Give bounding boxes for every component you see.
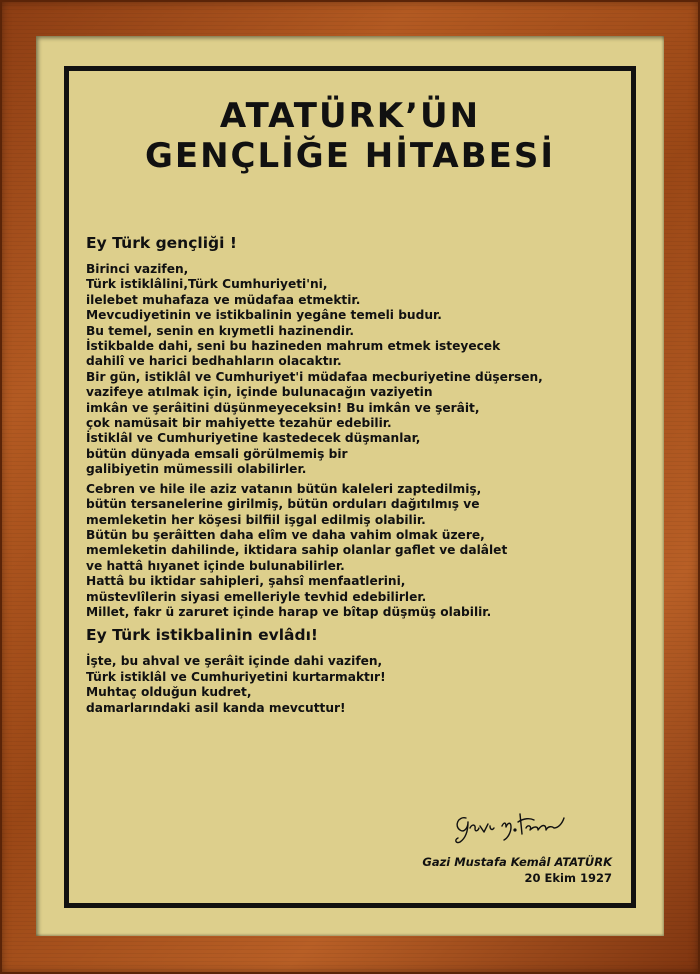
text-line: Bu temel, senin en kıymetli hazinendir. xyxy=(86,323,355,338)
text-line: Millet, fakr ü zaruret içinde harap ve bîtap düşmüş olabilir. xyxy=(86,604,492,619)
page-title xyxy=(36,96,664,176)
text-line: müstevlîlerin siyasi emelleriyle tevhid edebilirler. xyxy=(86,589,427,604)
paragraph-3 xyxy=(86,654,626,716)
text-line: Türk istiklâlini,Türk Cumhuriyeti'ni, xyxy=(86,277,328,292)
text-line: İşte, bu ahval ve şerâit içinde dahi vazifen, xyxy=(86,654,383,669)
text-line: bütün tersanelerine girilmiş, bütün orduları dağıtılmış ve xyxy=(86,497,480,512)
text-line: Türk istiklâl ve Cumhuriyetini kurtarmaktır! xyxy=(86,669,386,684)
speech-body xyxy=(86,232,626,720)
text-line: bütün dünyada emsali görülmemiş bir xyxy=(86,446,348,461)
text-line: imkân ve şerâitini düşünmeyeceksin! Bu imkân ve şerâit, xyxy=(86,400,480,415)
text-line: memleketin her köşesi bilfiil işgal edilmiş olabilir. xyxy=(86,512,426,527)
text-line: Hattâ bu iktidar sahipleri, şahsî menfaatlerini, xyxy=(86,574,406,589)
text-line: Cebren ve hile ile aziz vatanın bütün kaleleri zaptedilmiş, xyxy=(86,481,482,496)
text-line: damarlarındaki asil kanda mevcuttur! xyxy=(86,700,346,715)
text-line: Mevcudiyetinin ve istikbalinin yegâne temeli budur. xyxy=(86,308,442,323)
text-line: çok namüsait bir mahiyette tezahür edebilir. xyxy=(86,416,392,431)
author-signature-block xyxy=(422,854,612,886)
text-line: dahilî ve harici bedhahların olacaktır. xyxy=(86,354,342,369)
text-line: galibiyetin mümessili olabilirler. xyxy=(86,462,307,477)
text-line: Birinci vazifen, xyxy=(86,262,189,276)
paragraph-2 xyxy=(86,482,626,621)
text-line: vazifeye atılmak için, içinde bulunacağın vaziyetin xyxy=(86,385,433,400)
author-name: Gazi Mustafa Kemâl ATATÜRK xyxy=(422,855,612,869)
text-line: Muhtaç olduğun kudret, xyxy=(86,685,252,700)
paragraph-1 xyxy=(86,262,626,478)
text-line: Bütün bu şerâitten daha elîm ve daha vahim olmak üzere, xyxy=(86,527,485,542)
text-line: İstiklâl ve Cumhuriyetine kastedecek düşmanlar, xyxy=(86,431,421,446)
heading-ey-turk-gencligi: Ey Türk gençliği ! xyxy=(86,234,237,252)
handwritten-signature-icon xyxy=(448,804,598,848)
speech-date: 20 Ekim 1927 xyxy=(524,871,612,885)
heading-ey-turk-istikbalinin-evladi: Ey Türk istikbalinin evlâdı! xyxy=(86,626,318,645)
text-line: Bir gün, istiklâl ve Cumhuriyet'i müdafaa mecburiyetine düşersen, xyxy=(86,369,543,384)
title-line-1: ATATÜRK’ÜN xyxy=(219,96,481,136)
document-paper xyxy=(36,36,664,936)
text-line: ve hattâ hıyanet içinde bulunabilirler. xyxy=(86,558,345,573)
text-line: ilelebet muhafaza ve müdafaa etmektir. xyxy=(86,292,361,307)
text-line: İstikbalde dahi, seni bu hazineden mahrum etmek isteyecek xyxy=(86,339,501,354)
text-line: memleketin dahilinde, iktidara sahip olanlar gaflet ve dalâlet xyxy=(86,543,508,558)
title-line-2: GENÇLİĞE HİTABESİ xyxy=(144,136,556,176)
